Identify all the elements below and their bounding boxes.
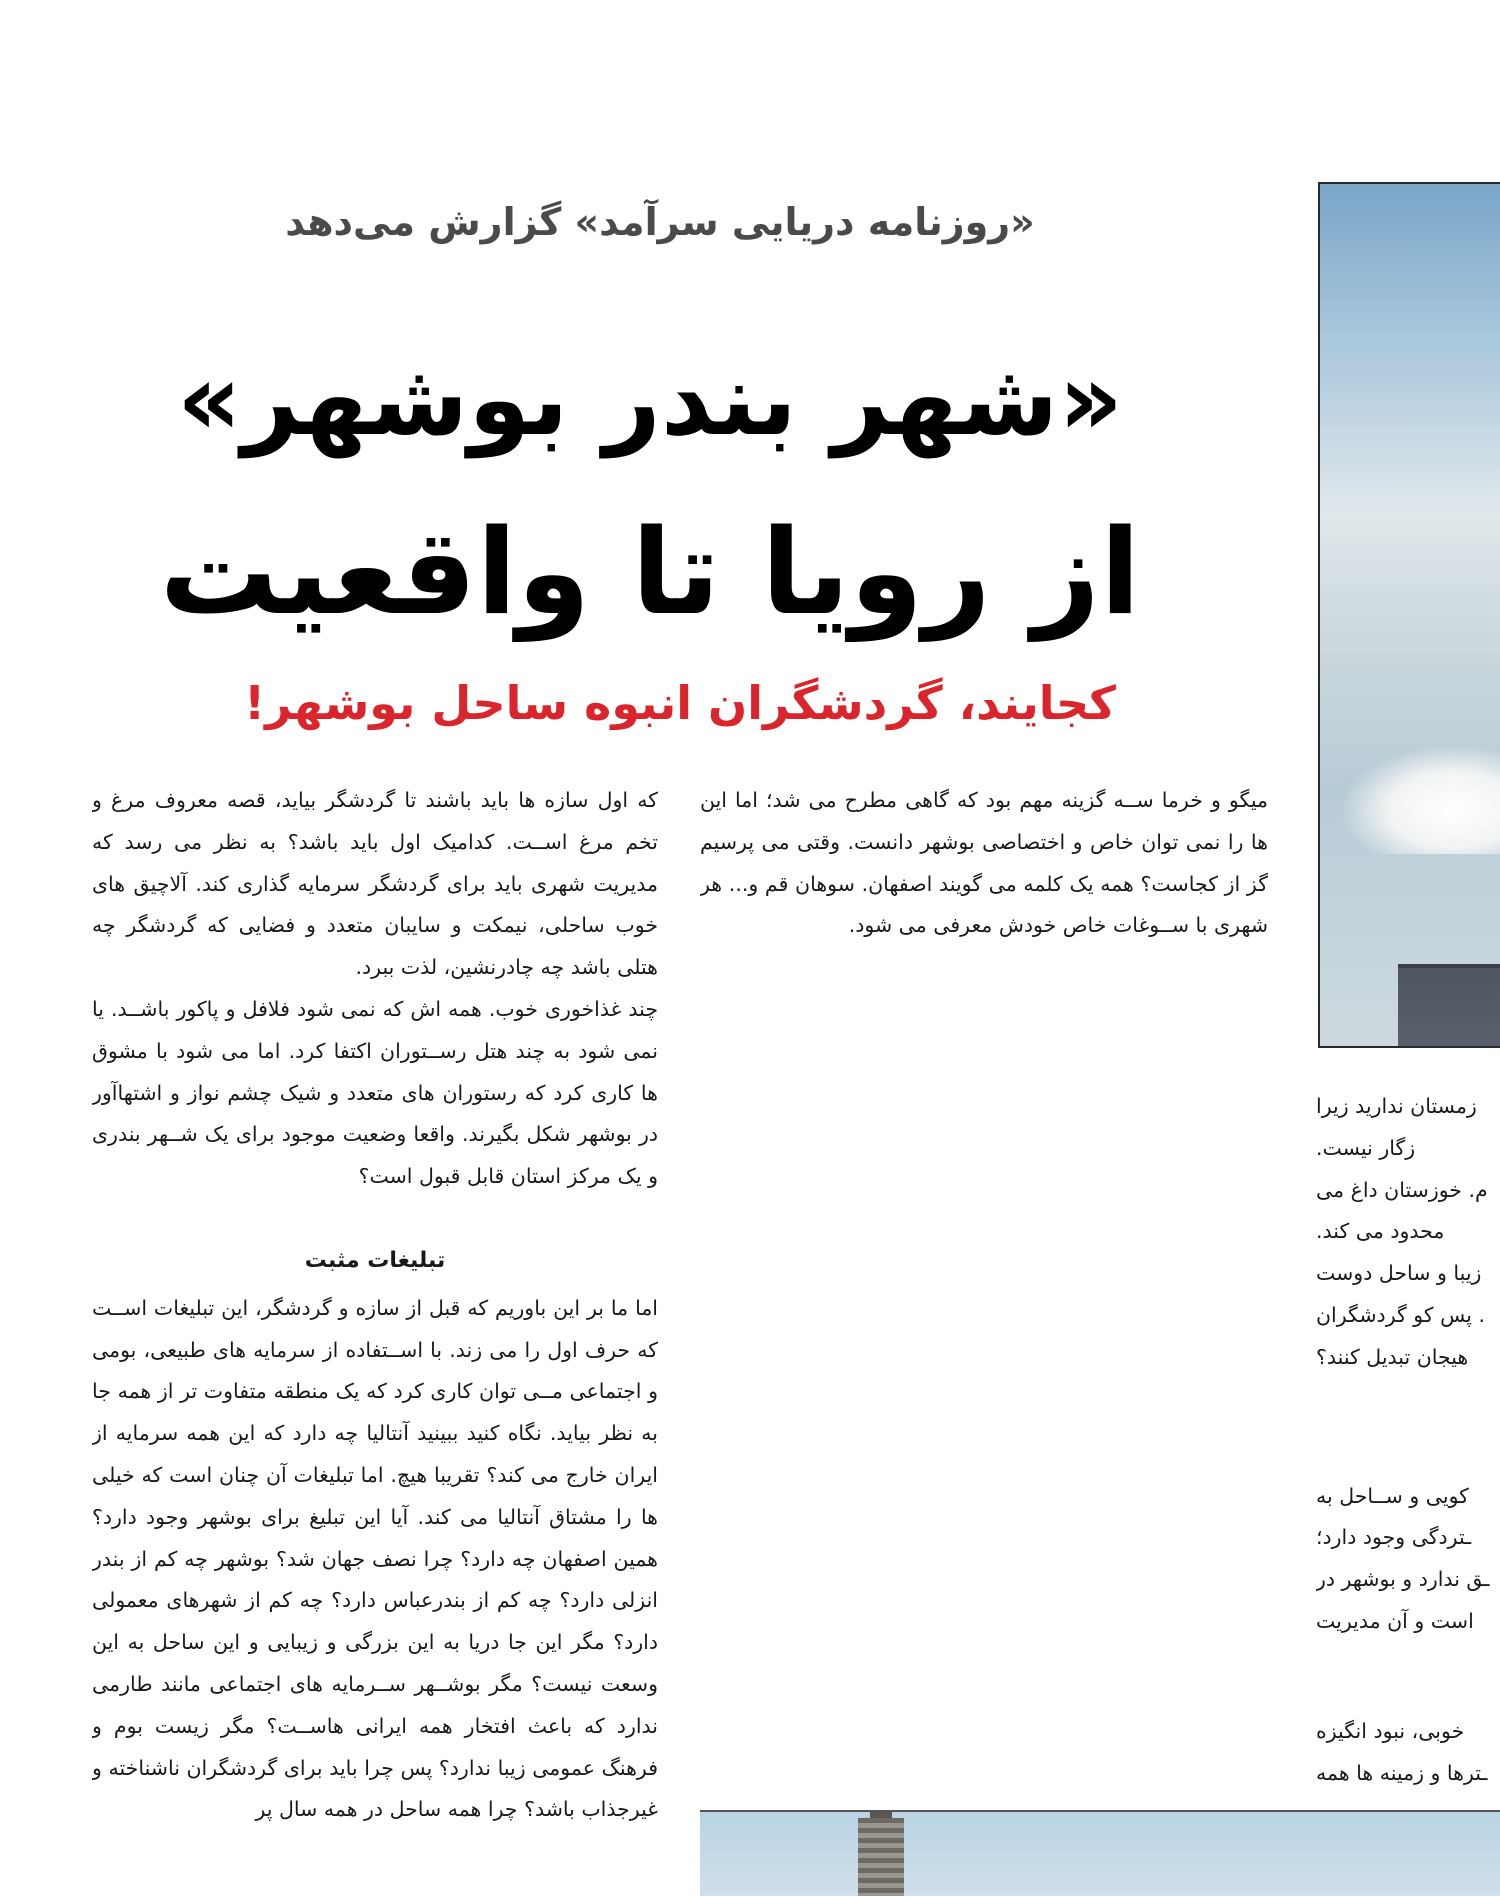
text-line: ـتردگی وجود دارد؛ — [1316, 1525, 1472, 1550]
text-line: ـترها و زمینه ها همه — [1316, 1760, 1488, 1785]
spacer — [1316, 1379, 1500, 1476]
subheadline: کجایند، گردشگران انبوه ساحل بوشهر! — [244, 676, 1116, 730]
text-line: زگار نیست. — [1316, 1135, 1416, 1160]
text-line: زمستان ندارید زیرا — [1316, 1094, 1477, 1118]
text-line: است و آن مدیریت — [1316, 1608, 1474, 1633]
tower-photo — [700, 1810, 1500, 1896]
text-line: م. خوزستان داغ می — [1316, 1177, 1488, 1202]
paragraph: که اول سازه ها باید باشند تا گردشگر بیاید، قصه معروف مرغ و تخم مرغ اســت. کدامیک اول باید باشد؟ به نظر می رسد که مدیریت شهری باید برای گردشگر سرمایه گذاری کند. آلاچیق های خوب ساحلی، نیمکت و سایبان متعدد و فضایی که گردشگر چه هتلی باشد چه چادرنشین، لذت ببرد. — [92, 788, 658, 980]
text-line: خوبی، نبود انگیزه — [1316, 1718, 1465, 1743]
paragraph: چند غذاخوری خوب. همه اش که نمی شود فلافل و پاکور باشــد. یا نمی شود به چند هتل رســتوران اکتفا کرد. اما می شود با مشوق ها کاری کرد که رستوران های متعدد و شیک چشم نواز و اشتهاآور در بوشهر شکل بگیرند. واقعا وضعیت موجود برای یک شــهر بندری و یک مرکز استان قابل قبول است؟ — [92, 996, 658, 1189]
section-title: تبلیغات مثبت — [304, 1247, 446, 1273]
text-line: . پس کو گردشگران — [1316, 1302, 1486, 1327]
paragraph: میگو و خرما ســه گزینه مهم بود که گاهی مطرح می شد؛ اما این ها را نمی توان خاص و اختصاصی بوشهر دانست. وقتی می پرسیم گز از کجاست؟ همه یک کلمه می گویند اصفهان. سوهان قم و... هر شهری با ســوغات خاص خودش معرفی می شود. — [700, 788, 1268, 938]
photo-cloud — [1340, 744, 1500, 854]
spacer — [1316, 1643, 1500, 1711]
kicker: «روزنامه دریایی سرآمد» گزارش می‌دهد — [285, 200, 1035, 244]
photo-tower — [858, 1818, 904, 1896]
text-line: زیبا و ساحل دوست — [1316, 1261, 1482, 1286]
paragraph: اما ما بر این باوریم که قبل از سازه و گردشگر، این تبلیغات اســت که حرف اول را می زند. با اســتفاده از سرمایه های طبیعی، بومی و اجتماعی مــی توان کاری کرد که یک منطقه متفاوت تر از همه جا به نظر بیاید. نگاه کنید ببینید آنتالیا چه دارد که این همه سرمایه از ایران خارج می کند؟ تقریبا هیچ. اما تبلیغات آن چنان است که خیلی ها را مشتاق آنتالیا می کند. آیا این تبلیغ برای بوشهر وجود دارد؟ همین اصفهان چه دارد؟ چرا نصف جهان شد؟ بوشهر چه کم از بندر انزلی دارد؟ چه کم از بندرعباس دارد؟ چه کم از شهرهای معمولی دارد؟ مگر این جا دریا به این بزرگی و زیبایی و این ساحل به این وسعت نیست؟ مگر بوشــهر ســرمایه های اجتماعی مانند طارمی ندارد که باعث افتخار همه ایرانی هاســت؟ مگر زیست بوم و فرهنگ عمومی زیبا ندارد؟ پس چرا باید برای گردشگران ناشناخته و غیرجذاب باشد؟ چرا همه ساحل در همه سال پر — [92, 1295, 658, 1822]
text-line: محدود می کند. — [1316, 1219, 1445, 1244]
headline-line-2: از رویا تا واقعیت — [159, 503, 1141, 641]
article-column-left — [92, 780, 658, 1896]
ship-photo — [1318, 182, 1500, 1048]
text-line: ـق ندارد و بوشهر در — [1316, 1567, 1490, 1592]
headline-line-1: «شهر بندر بوشهر» — [177, 341, 1123, 458]
text-line: کویی و ســاحل به — [1316, 1483, 1469, 1508]
photo-ship-hull — [1398, 964, 1500, 1048]
article-column-right — [700, 780, 1268, 1795]
article-column-cropped — [1316, 1086, 1500, 1896]
text-line: هیجان تبدیل کنند؟ — [1316, 1344, 1469, 1369]
